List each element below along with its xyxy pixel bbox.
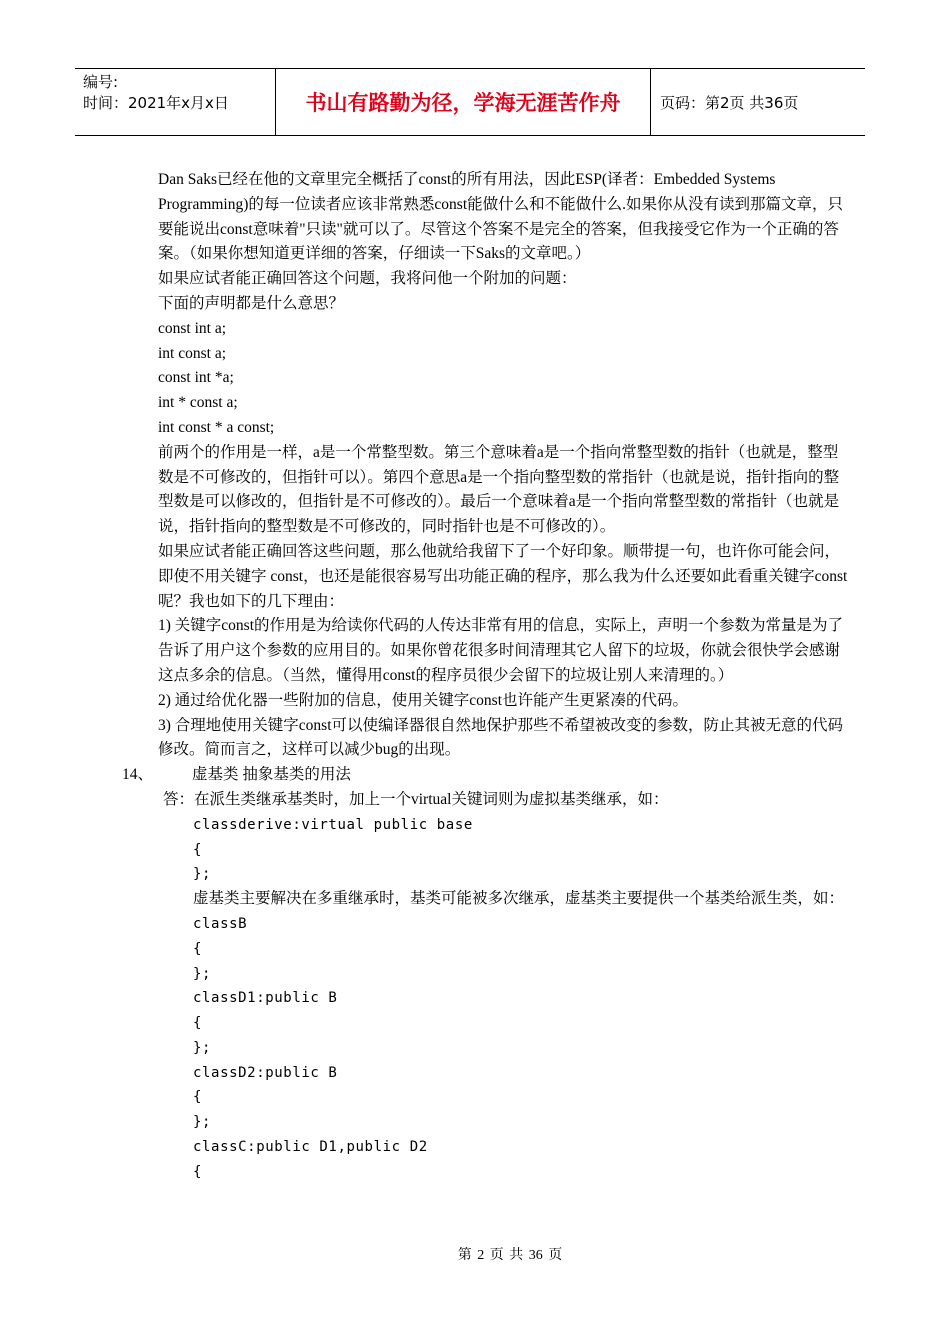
header-number-label: 编号: xyxy=(83,73,119,91)
code-line: { xyxy=(193,1089,203,1106)
code-line: { xyxy=(193,1015,203,1032)
paragraph: Dan Saks已经在他的文章里完全概括了const的所有用法，因此ESP(译者：Embedded Systems Programming)的每一位读者应该非常熟悉const能做什么和不能做什么.如果你从没有读到那篇文章，只要能说出const意味着"只读"就可以了。尽管这个答案不是完全的答案，但我接受它作为一个正确的答案。（如果你想知道更详细的答案，仔细读一下Saks的文章吧。） xyxy=(158,171,843,263)
answer-intro: 答：在派生类继承基类时，加上一个virtual关键词则为虚拟基类继承，如： xyxy=(163,790,669,808)
header-meta xyxy=(75,69,276,135)
code-line: }; xyxy=(193,1039,212,1056)
code-line: }; xyxy=(193,965,212,982)
paragraph: 如果应试者能正确回答这个问题，我将问他一个附加的问题： xyxy=(158,270,577,288)
paragraph: 如果应试者能正确回答这些问题，那么他就给我留下了一个好印象。顺带提一句，也许你可能会问，即使不用关键字 const，也还是能很容易写出功能正确的程序，那么我为什么还要如此看重关键字const呢？我也如下的几下理由： xyxy=(158,542,848,610)
paragraph: 1) 关键字const的作用是为给读你代码的人传达非常有用的信息，实际上，声明一个参数为常量是为了告诉了用户这个参数的应用目的。如果你曾花很多时间清理其它人留下的垃圾，你就会很快学会感谢这点多余的信息。（当然，懂得用const的程序员很少会留下的垃圾让别人来清理的。） xyxy=(158,617,844,684)
code-line: const int *a; xyxy=(158,369,234,387)
code-line: classD1:public B xyxy=(193,990,338,1007)
code-line: classB xyxy=(193,915,248,932)
code-line: { xyxy=(193,940,203,957)
page-footer: 第 2 页 共 36 页 xyxy=(457,1248,563,1263)
code-line: classderive:virtual public base xyxy=(193,816,473,833)
header-time-label: 时间：2021年x月x日 xyxy=(83,94,229,112)
code-line: const int a; xyxy=(158,319,227,337)
question-heading xyxy=(122,763,850,788)
code-line: classD2:public B xyxy=(193,1064,338,1081)
paragraph: 下面的声明都是什么意思？ xyxy=(158,294,345,312)
header-page-info: 页码：第2页 共36页 xyxy=(660,93,799,112)
explanation-paragraph: 虚基类主要解决在多重继承时，基类可能被多次继承，虚基类主要提供一个基类给派生类，如： xyxy=(193,890,845,908)
code-line: { xyxy=(193,841,203,858)
paragraph: 3) 合理地使用关键字const可以使编译器很自然地保护那些不希望被改变的参数，防止其被无意的代码修改。简而言之，这样可以减少bug的出现。 xyxy=(158,716,844,759)
code-line: }; xyxy=(193,1114,212,1131)
code-line: { xyxy=(193,1163,203,1180)
code-line: int const * a const; xyxy=(158,418,275,436)
paragraph: 2) 通过给优化器一些附加的信息，使用关键字const也许能产生更紧凑的代码。 xyxy=(158,691,689,709)
code-line: }; xyxy=(193,866,212,883)
question-title: 虚基类 抽象基类的用法 xyxy=(192,766,351,784)
document-body xyxy=(122,168,850,1185)
question-number: 14、 xyxy=(122,766,154,784)
code-line: int const a; xyxy=(158,344,227,362)
code-line: classC:public D1,public D2 xyxy=(193,1139,428,1156)
code-line: int * const a; xyxy=(158,394,238,412)
header-motto: 书山有路勤为径，学海无涯苦作舟 xyxy=(276,69,651,135)
paragraph: 前两个的作用是一样，a是一个常整型数。第三个意味着a是一个指向常整型数的指针（也就是，整型数是不可修改的，但指针可以）。第四个意思a是一个指向整型数的常指针（也就是说，指针指向的整型数是可以修改的，但指针是不可修改的）。最后一个意味着a是一个指向常整型数的常指针（也就是说，指针指向的整型数是不可修改的，同时指针也是不可修改的）。 xyxy=(158,443,840,536)
page-header xyxy=(75,68,865,136)
